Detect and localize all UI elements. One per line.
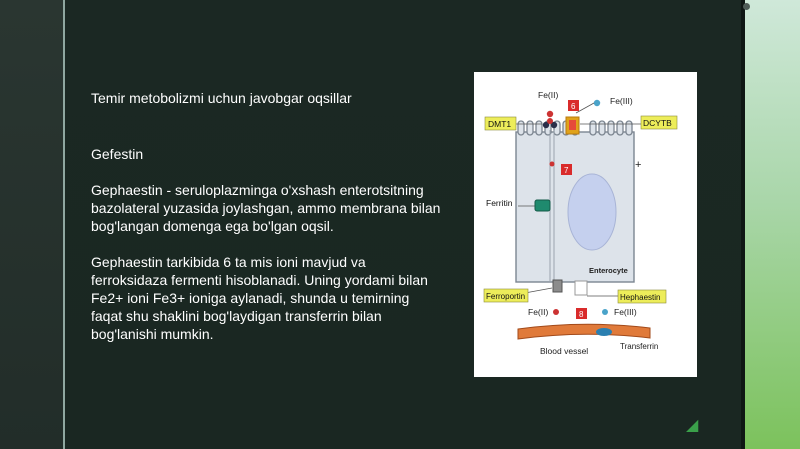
fe2-ion-bottom-icon [553, 309, 559, 315]
label-dmt1: DMT1 [488, 119, 512, 129]
label-fe2-top: Fe(II) [538, 90, 559, 100]
fe2-ion-icon [547, 111, 553, 117]
svg-text:7: 7 [564, 166, 569, 175]
label-fe3-top: Fe(III) [610, 96, 633, 106]
top-dot-icon [743, 3, 750, 10]
right-gradient-panel [745, 0, 800, 449]
svg-text:6: 6 [571, 102, 576, 111]
slide-title: Temir metobolizmi uchun javobgar oqsillar [91, 90, 352, 106]
svg-text:8: 8 [579, 310, 584, 319]
enterocyte-diagram [474, 72, 697, 377]
label-transferrin: Transferrin [620, 342, 659, 351]
blood-vessel-icon [518, 324, 650, 339]
plus-sign: + [635, 159, 642, 171]
paragraph-function: Gephaestin tarkibida 6 ta mis ioni mavjud va ferroksidaza fermenti hisoblanadi. Uning yordami bilan Fe2+ ioni Fe3+ ioniga aylanadi, shunda u temirning faqat shu shaklini bog'laydigan transferrin bilan bog'lanishi mumkin. [91, 254, 428, 342]
label-blood-vessel: Blood vessel [540, 346, 589, 356]
slide-text [91, 89, 441, 343]
diagram-svg [474, 72, 697, 377]
fe-ion-icon [550, 162, 555, 167]
transferrin-icon [596, 328, 612, 336]
nucleus [568, 174, 616, 250]
ferritin-icon [535, 200, 550, 211]
label-dcytb: DCYTB [643, 118, 672, 128]
ferroportin-icon [553, 280, 562, 292]
label-ferroportin: Ferroportin [486, 292, 526, 301]
left-panel [0, 0, 64, 449]
label-hephaestin: Hephaestin [620, 293, 661, 302]
label-fe3-bottom: Fe(III) [614, 307, 637, 317]
label-enterocyte: Enterocyte [589, 266, 628, 275]
fe3-ion-bottom-icon [602, 309, 608, 315]
corner-mark-icon: ◢ [686, 417, 699, 434]
section-heading: Gefestin [91, 146, 144, 162]
hephaestin-icon [575, 281, 587, 295]
paragraph-definition: Gephaestin - seruloplazminga o'xshash enterotsitning bazolateral yuzasida joylashgan, ammo membrana bilan bog'langan domenga ega bo'lgan oqsil. [91, 182, 441, 234]
dcytb-core [569, 120, 576, 130]
label-ferritin: Ferritin [486, 198, 513, 208]
label-fe2-bottom: Fe(II) [528, 307, 549, 317]
fe3-ion-icon [594, 100, 600, 106]
